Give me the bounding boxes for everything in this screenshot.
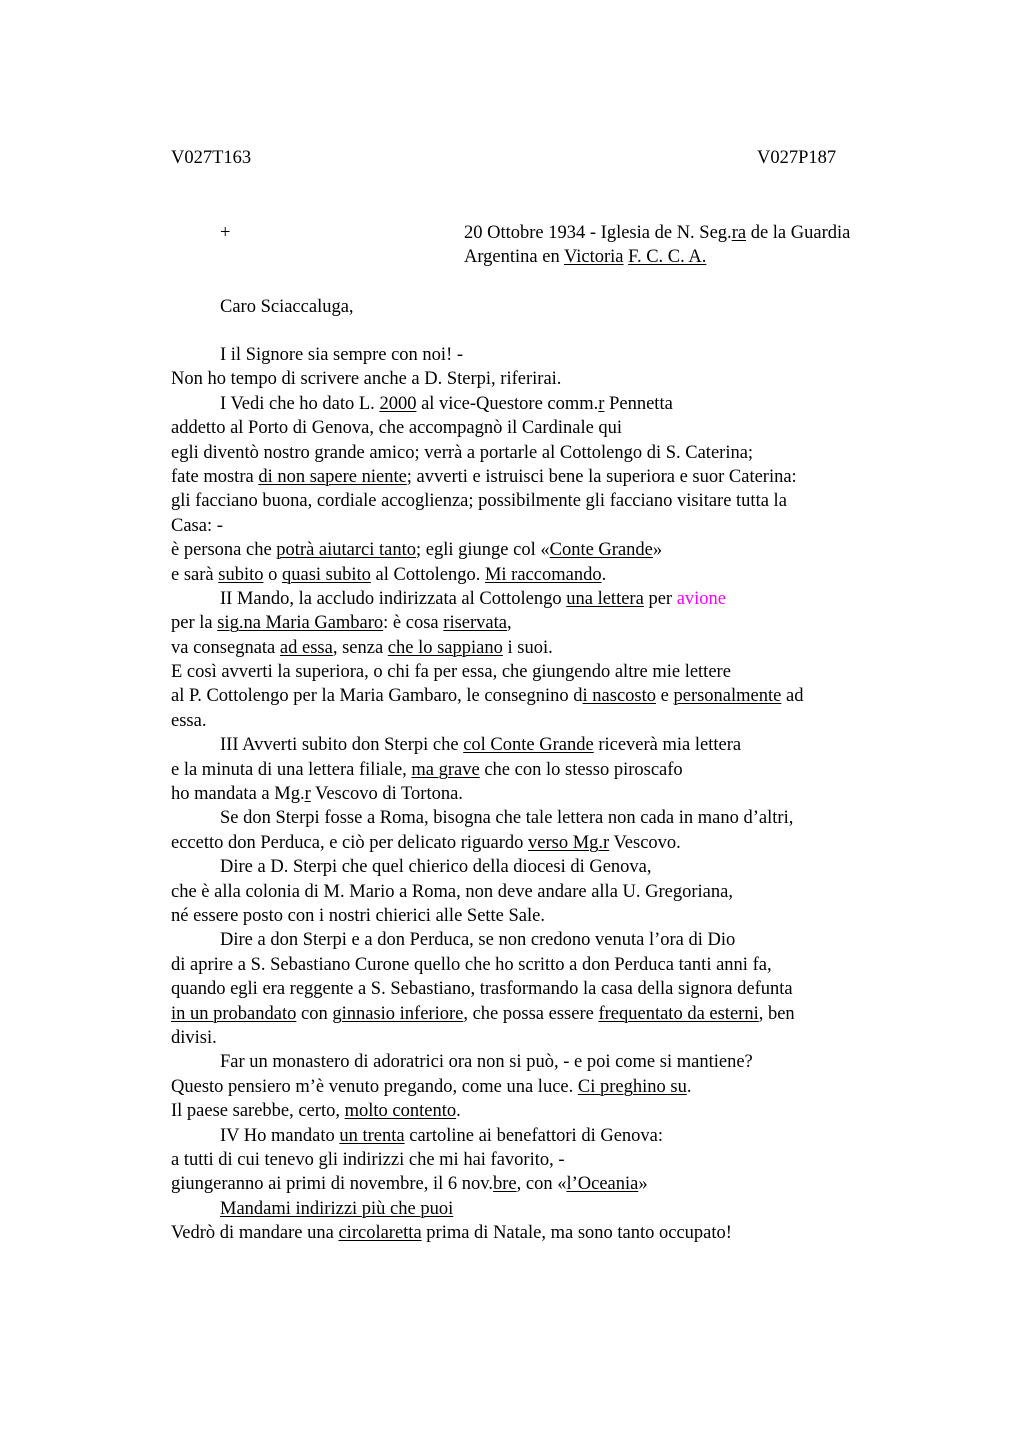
line-text: e sarà xyxy=(171,564,219,585)
line-text: egli diventò nostro grande amico; verrà a portarle al Cottolengo di S. Caterina; xyxy=(171,442,754,463)
underlined-text: circolaretta xyxy=(338,1223,422,1244)
underlined-text: Victoria xyxy=(564,247,624,267)
line-text: quando egli era reggente a S. Sebastiano, trasformando la casa della signora defunta xyxy=(171,979,793,1000)
underlined-text: molto contento xyxy=(344,1101,457,1122)
letter-line xyxy=(171,977,931,1001)
letter-line xyxy=(171,465,931,489)
underlined-text: in un probandato xyxy=(171,1003,297,1024)
line-text: per la xyxy=(171,613,218,634)
letter-line xyxy=(171,709,931,733)
underlined-text: col Conte Grande xyxy=(463,735,594,756)
underlined-text: personalmente xyxy=(673,686,782,707)
line-text: E così avverti la superiora, o chi fa per essa, che giungendo altre mie lettere xyxy=(171,662,731,683)
date-place-line-2: Argentina en Victoria F. C. C. A. xyxy=(464,247,707,267)
line-text: va consegnata xyxy=(171,637,280,658)
line-text: Il paese sarebbe, certo, xyxy=(171,1101,345,1122)
underlined-text: Mandami indirizzi più che puoi xyxy=(220,1198,454,1219)
letter-line xyxy=(171,758,931,782)
line-text: gli facciano buona, cordiale accoglienza; possibilmente gli facciano visitare tutta la xyxy=(171,491,787,512)
letter-body xyxy=(171,343,931,1245)
highlighted-text: avione xyxy=(676,588,726,609)
letter-line xyxy=(171,855,931,879)
letter-line xyxy=(171,392,931,416)
line-text: , xyxy=(506,613,512,634)
letter-line xyxy=(171,1172,931,1196)
underlined-text: potrà aiutarci tanto xyxy=(276,540,417,561)
line-text: di aprire a S. Sebastiano Curone quello che ho scritto a don Perduca tanti anni fa, xyxy=(171,954,772,975)
underlined-text: di non sapere niente xyxy=(258,466,407,487)
line-text: , che possa essere xyxy=(463,1003,599,1024)
letter-line xyxy=(171,611,931,635)
line-text: i suoi. xyxy=(502,637,553,658)
line-text: , con « xyxy=(516,1174,567,1195)
line-text: al P. Cottolengo per la Maria Gambaro, le consegnino d xyxy=(171,686,583,707)
letter-line xyxy=(171,928,931,952)
line-text: . xyxy=(686,1076,692,1097)
line-text: ho mandata a Mg. xyxy=(171,784,305,805)
underlined-text: ad essa xyxy=(279,637,333,658)
line-text: a tutti di cui tenevo gli indirizzi che mi hai favorito, - xyxy=(171,1149,565,1170)
line-text: al vice-Questore comm. xyxy=(416,393,599,414)
line-text: essa. xyxy=(171,710,207,731)
cross-symbol: + xyxy=(220,223,231,243)
line-text: Vedrò di mandare una xyxy=(171,1223,339,1244)
line-text: II Mando, la accludo indirizzata al Cottolengo xyxy=(220,588,567,609)
letter-line xyxy=(171,416,931,440)
line-text: è persona che xyxy=(171,540,277,561)
line-text: ; avverti e istruisci bene la superiora e suor Caterina: xyxy=(406,466,797,487)
underlined-text: r xyxy=(304,784,311,805)
document-code-right: V027P187 xyxy=(757,148,837,168)
line-text: III Avverti subito don Sterpi che xyxy=(220,735,464,756)
letter-line xyxy=(171,1002,931,1026)
underlined-text: subito xyxy=(218,564,264,585)
line-text: Se don Sterpi fosse a Roma, bisogna che tale lettera non cada in mano d’altri, xyxy=(220,808,794,829)
line-text: giungeranno ai primi di novembre, il 6 nov. xyxy=(171,1174,493,1195)
line-text: al Cottolengo. xyxy=(370,564,485,585)
line-text: ; egli giunge col « xyxy=(416,540,550,561)
letter-line xyxy=(171,1197,931,1221)
line-text: riceverà mia lettera xyxy=(593,735,742,756)
line-text: Far un monastero di adoratrici ora non si può, - e poi come si mantiene? xyxy=(220,1052,753,1073)
line-text: : è cosa xyxy=(383,613,444,634)
letter-line xyxy=(171,1221,931,1245)
underlined-text: ra xyxy=(731,223,747,243)
underlined-text: una lettera xyxy=(566,588,644,609)
line-text: Dire a don Sterpi e a don Perduca, se non credono venuta l’ora di Dio xyxy=(220,930,736,951)
line-text: cartoline ai benefattori di Genova: xyxy=(404,1125,664,1146)
line-text: Casa: - xyxy=(171,515,223,536)
letter-line xyxy=(171,953,931,977)
line-text: eccetto don Perduca, e ciò per delicato riguardo xyxy=(171,832,528,853)
letter-line xyxy=(171,733,931,757)
underlined-text: frequentato da esterni xyxy=(598,1003,759,1024)
underlined-text: ma grave xyxy=(411,759,480,780)
underlined-text: F. C. C. A. xyxy=(628,247,707,267)
document-code-left: V027T163 xyxy=(171,148,252,168)
letter-line xyxy=(171,343,931,367)
line-text: né essere posto con i nostri chierici alle Sette Sale. xyxy=(171,905,545,926)
line-text: che con lo stesso piroscafo xyxy=(479,759,683,780)
line-text: Questo pensiero m’è venuto pregando, come una luce. xyxy=(171,1076,578,1097)
line-text: prima di Natale, ma sono tanto occupato! xyxy=(421,1223,732,1244)
letter-line xyxy=(171,1099,931,1123)
line-text: I il Signore sia sempre con noi! - xyxy=(220,345,464,365)
underlined-text: sig.na Maria Gambaro xyxy=(217,613,384,634)
line-text: Vescovo. xyxy=(609,832,681,853)
letter-line xyxy=(171,587,931,611)
letter-line xyxy=(171,904,931,928)
letter-line xyxy=(171,1050,931,1074)
line-text: ad xyxy=(781,686,804,707)
line-text: e xyxy=(656,686,674,707)
letter-line xyxy=(171,489,931,513)
underlined-text: che lo sappiano xyxy=(387,637,503,658)
line-text: Vescovo di Tortona. xyxy=(310,784,463,805)
letter-line xyxy=(171,1124,931,1148)
line-text: e la minuta di una lettera filiale, xyxy=(171,759,412,780)
date-place-line-1: 20 Ottobre 1934 - Iglesia de N. Seg.ra de la Guardia xyxy=(464,223,851,243)
line-text: divisi. xyxy=(171,1027,217,1048)
underlined-text: r xyxy=(598,393,605,414)
underlined-text: verso Mg.r xyxy=(528,832,610,853)
line-text: » xyxy=(638,1174,648,1195)
line-text: , ben xyxy=(758,1003,795,1024)
line-text: fate mostra xyxy=(171,466,259,487)
salutation: Caro Sciaccaluga, xyxy=(220,297,354,317)
letter-line xyxy=(171,660,931,684)
letter-line xyxy=(171,1148,931,1172)
letter-line xyxy=(171,782,931,806)
line-text: , senza xyxy=(332,637,388,658)
letter-line xyxy=(171,367,931,391)
letter-line xyxy=(171,880,931,904)
underlined-text: Conte Grande xyxy=(549,540,653,561)
line-text: per xyxy=(643,588,677,609)
letter-line xyxy=(171,538,931,562)
line-text: . xyxy=(601,564,607,585)
letter-line xyxy=(171,514,931,538)
line-text: addetto al Porto di Genova, che accompagnò il Cardinale qui xyxy=(171,418,623,439)
letter-line xyxy=(171,441,931,465)
line-text: IV Ho mandato xyxy=(220,1125,340,1146)
line-text: Pennetta xyxy=(604,393,673,414)
letter-line xyxy=(171,563,931,587)
letter-line xyxy=(171,636,931,660)
underlined-text: quasi subito xyxy=(281,564,371,585)
underlined-text: Ci preghino su xyxy=(577,1076,687,1097)
letter-line xyxy=(171,1026,931,1050)
line-text: Non ho tempo di scrivere anche a D. Sterpi, riferirai. xyxy=(171,369,562,390)
underlined-text: l’Oceania xyxy=(566,1174,639,1195)
line-text: » xyxy=(652,540,663,561)
line-text: I Vedi che ho dato L. xyxy=(220,393,380,414)
underlined-text: un trenta xyxy=(339,1125,405,1146)
letter-line xyxy=(171,806,931,830)
underlined-text: riservata xyxy=(443,613,507,634)
line-text: che è alla colonia di M. Mario a Roma, non deve andare alla U. Gregoriana, xyxy=(171,881,733,902)
underlined-text: ginnasio inferiore xyxy=(332,1003,464,1024)
underlined-text: Mi raccomando xyxy=(484,564,602,585)
letter-line xyxy=(171,831,931,855)
line-text: Dire a D. Sterpi che quel chierico della diocesi di Genova, xyxy=(220,857,652,878)
letter-line xyxy=(171,1075,931,1099)
underlined-text: 2000 xyxy=(379,393,417,414)
line-text: con xyxy=(296,1003,333,1024)
underlined-text: i nascosto xyxy=(582,686,657,707)
letter-line xyxy=(171,684,931,708)
line-text: . xyxy=(456,1101,461,1122)
line-text: o xyxy=(263,564,282,585)
underlined-text: bre xyxy=(492,1174,517,1195)
